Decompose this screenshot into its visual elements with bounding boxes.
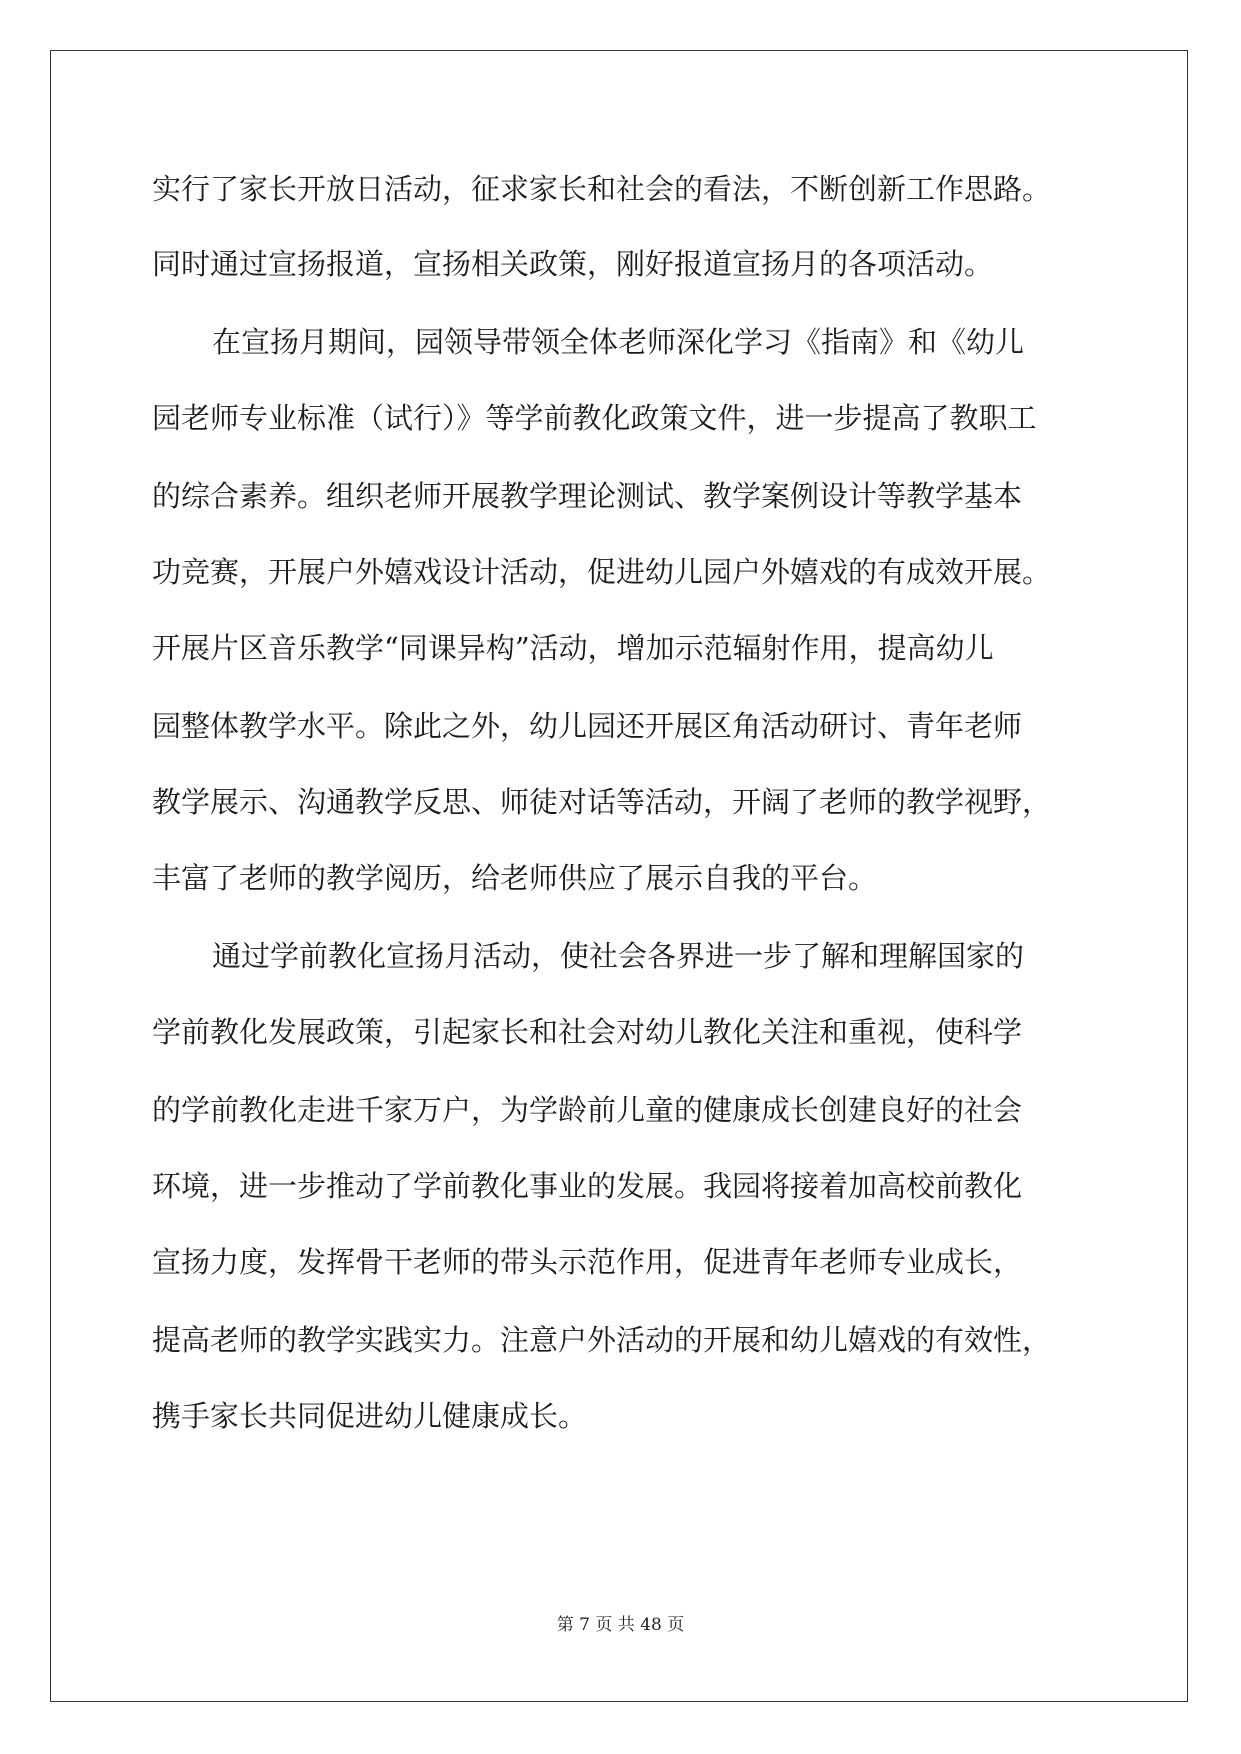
- text-line: 丰富了老师的教学阅历，给老师供应了展示自我的平台。: [152, 861, 878, 895]
- text-line: 开展片区音乐教学“同课异构”活动，增加示范辐射作用，提高幼儿: [152, 631, 994, 665]
- text-line: 环境，进一步推动了学前教化事业的发展。我园将接着加高校前教化: [152, 1169, 1023, 1203]
- text-line: 宣扬力度，发挥骨干老师的带头示范作用，促进青年老师专业成长，: [152, 1245, 1023, 1279]
- text-line: 的学前教化走进千家万户，为学龄前儿童的健康成长创建良好的社会: [152, 1093, 1023, 1127]
- text-line: 学前教化发展政策，引起家长和社会对幼儿教化关注和重视，使科学: [152, 1015, 1023, 1049]
- text-line: 同时通过宣扬报道，宣扬相关政策，刚好报道宣扬月的各项活动。: [152, 247, 994, 281]
- text-line: 教学展示、沟通教学反思、师徒对话等活动，开阔了老师的教学视野，: [152, 785, 1052, 819]
- paragraph-start-line: 通过学前教化宣扬月活动，使社会各界进一步了解和理解国家的: [212, 939, 1025, 973]
- text-line: 实行了家长开放日活动，征求家长和社会的看法，不断创新工作思路。: [152, 172, 1052, 206]
- text-line: 园老师专业标准（试行）》等学前教化政策文件，进一步提高了教职工: [152, 401, 1037, 435]
- text-line: 园整体教学水平。除此之外，幼儿园还开展区角活动研讨、青年老师: [152, 709, 1023, 743]
- text-line: 功竞赛，开展户外嬉戏设计活动，促进幼儿园户外嬉戏的有成效开展。: [152, 555, 1052, 589]
- text-line: 的综合素养。组织老师开展教学理论测试、教学案例设计等教学基本: [152, 479, 1023, 513]
- page-number-footer: 第 7 页 共 48 页: [556, 1615, 685, 1635]
- paragraph-start-line: 在宣扬月期间，园领导带领全体老师深化学习《指南》和《幼儿: [212, 325, 1025, 359]
- text-line: 携手家长共同促进幼儿健康成长。: [152, 1399, 588, 1433]
- text-line: 提高老师的教学实践实力。注意户外活动的开展和幼儿嬉戏的有效性，: [152, 1323, 1052, 1357]
